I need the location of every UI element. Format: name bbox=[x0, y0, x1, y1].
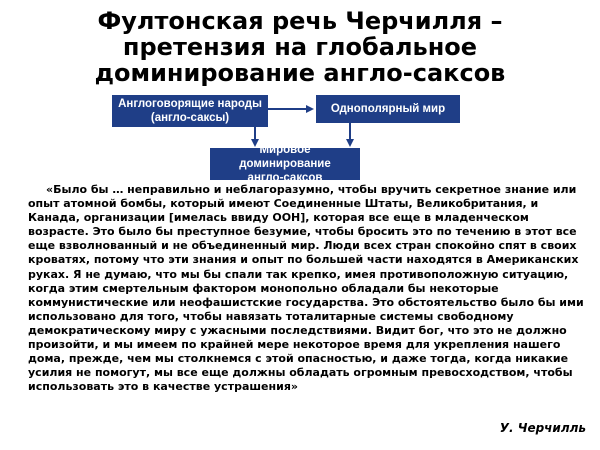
churchill-quote: «Было бы … неправильно и неблагоразумно, чтобы вручить секретное знание или опыт атомной бомбы, который имеют Соединенные Штаты, Великобритания, и Канада, организации [имелась ввиду ООН], которая все еще в младенческом возрасте. Это было бы преступное безумие, чтобы бросить это по течению в этот все еще взволнованный и не объединенный мир. Люди всех стран спокойно спят в своих кроватях, потому что эти знания и опыт по большей части находятся в Американских руках. Я не думаю, что мы бы спали так крепко, имея противоположную ситуацию, когда этим смертельным фактором монопольно обладали бы некоторые коммунистические или неофашистские государства. Это обстоятельство было бы ими использовано для того, чтобы навязать тоталитарные системы свободному демократическому миру с ужасными последствиями. Видит бог, что это не должно произойти, и мы имеем по крайней мере некоторое время для укрепления нашего дома, прежде, чем мы столкнемся с этой опасностью, и даже тогда, когда никакие усилия не помогут, мы все еще должны обладать огромным превосходством, чтобы использовать это в качестве устрашения» bbox=[28, 183, 584, 394]
box-unipolar-world bbox=[316, 95, 460, 123]
title-line-2: претензия на глобальное bbox=[122, 33, 478, 61]
box-left-line-1: Англоговорящие народы bbox=[118, 98, 262, 110]
box-world-domination bbox=[210, 144, 360, 184]
title-line-3: доминирование англо-саксов bbox=[94, 59, 506, 87]
box-bottom-line-2: англо-саксов bbox=[247, 172, 323, 184]
slide-title bbox=[0, 8, 600, 86]
box-left-line-2: (англо-саксы) bbox=[150, 112, 230, 124]
title-line-1: Фултонская речь Черчилля – bbox=[97, 7, 503, 35]
box-anglo-speaking-peoples bbox=[112, 95, 268, 127]
box-bottom-line-1: Мировое доминирование bbox=[239, 144, 331, 170]
box-right-line-1: Однополярный мир bbox=[330, 103, 446, 115]
quote-author: У. Черчилль bbox=[499, 421, 586, 435]
